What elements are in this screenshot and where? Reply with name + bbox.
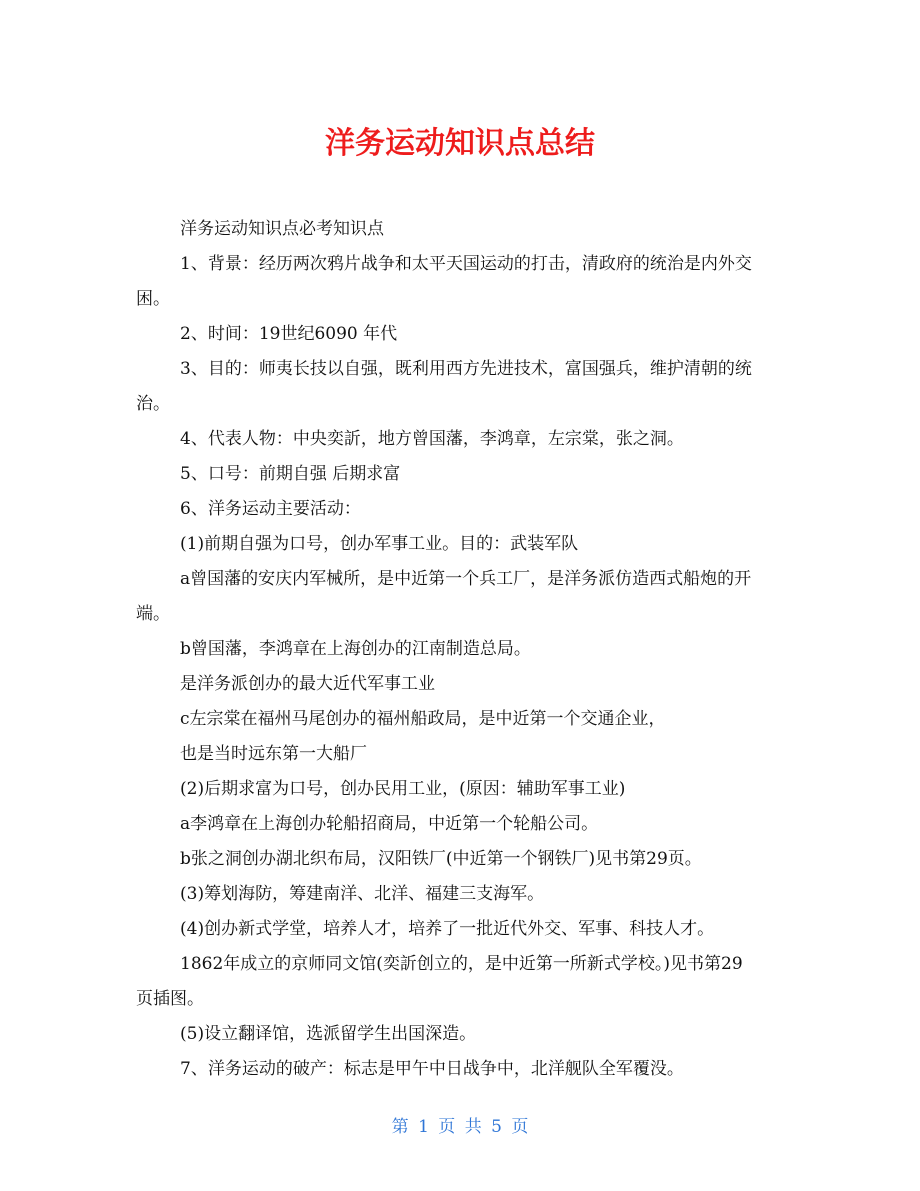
text-line: (1)前期自强为口号，创办军事工业。目的：武装军队 <box>180 534 579 554</box>
text-line: 是洋务派创办的最大近代军事工业 <box>180 674 435 694</box>
text-line: 治。 <box>136 394 170 414</box>
text-line: 5、口号：前期自强 后期求富 <box>180 464 401 484</box>
text-line: 7、洋务运动的破产：标志是甲午中日战争中，北洋舰队全军覆没。 <box>180 1059 684 1079</box>
text-line: a曾国藩的安庆内军械所，是中近第一个兵工厂，是洋务派仿造西式船炮的开 <box>180 569 752 589</box>
text-line: 6、洋务运动主要活动： <box>180 499 361 519</box>
text-line: c左宗棠在福州马尾创办的福州船政局，是中近第一个交通企业， <box>180 709 666 729</box>
text-line: a李鸿章在上海创办轮船招商局，中近第一个轮船公司。 <box>180 814 599 834</box>
document-body <box>136 212 796 1087</box>
text-line: (2)后期求富为口号，创办民用工业，(原因：辅助军事工业) <box>180 779 626 799</box>
text-line: (4)创办新式学堂，培养人才，培养了一批近代外交、军事、科技人才。 <box>180 919 715 939</box>
text-line: 困。 <box>136 289 170 309</box>
text-line: 4、代表人物：中央奕訢，地方曾国藩，李鸿章，左宗棠，张之洞。 <box>180 429 684 449</box>
page-footer: 第 1 页 共 5 页 <box>391 1117 529 1137</box>
text-line: b曾国藩，李鸿章在上海创办的江南制造总局。 <box>180 639 531 659</box>
text-line: 洋务运动知识点必考知识点 <box>180 219 384 239</box>
text-line: 3、目的：师夷长技以自强，既利用西方先进技术，富国强兵，维护清朝的统 <box>180 359 752 379</box>
text-line: 2、时间：19世纪6090 年代 <box>180 324 398 344</box>
text-line: 端。 <box>136 604 170 624</box>
text-line: (3)筹划海防，筹建南洋、北洋、福建三支海军。 <box>180 884 545 904</box>
document-title: 洋务运动知识点总结 <box>325 126 595 161</box>
text-line: b张之洞创办湖北织布局，汉阳铁厂(中近第一个钢铁厂)见书第29页。 <box>180 849 702 869</box>
text-line: 页插图。 <box>136 989 204 1009</box>
text-line: 也是当时远东第一大船厂 <box>180 744 367 764</box>
text-line: 1862年成立的京师同文馆(奕訢创立的，是中近第一所新式学校。)见书第29 <box>180 954 743 974</box>
text-line: 1、背景：经历两次鸦片战争和太平天国运动的打击，清政府的统治是内外交 <box>180 254 752 274</box>
text-line: (5)设立翻译馆，选派留学生出国深造。 <box>180 1024 477 1044</box>
